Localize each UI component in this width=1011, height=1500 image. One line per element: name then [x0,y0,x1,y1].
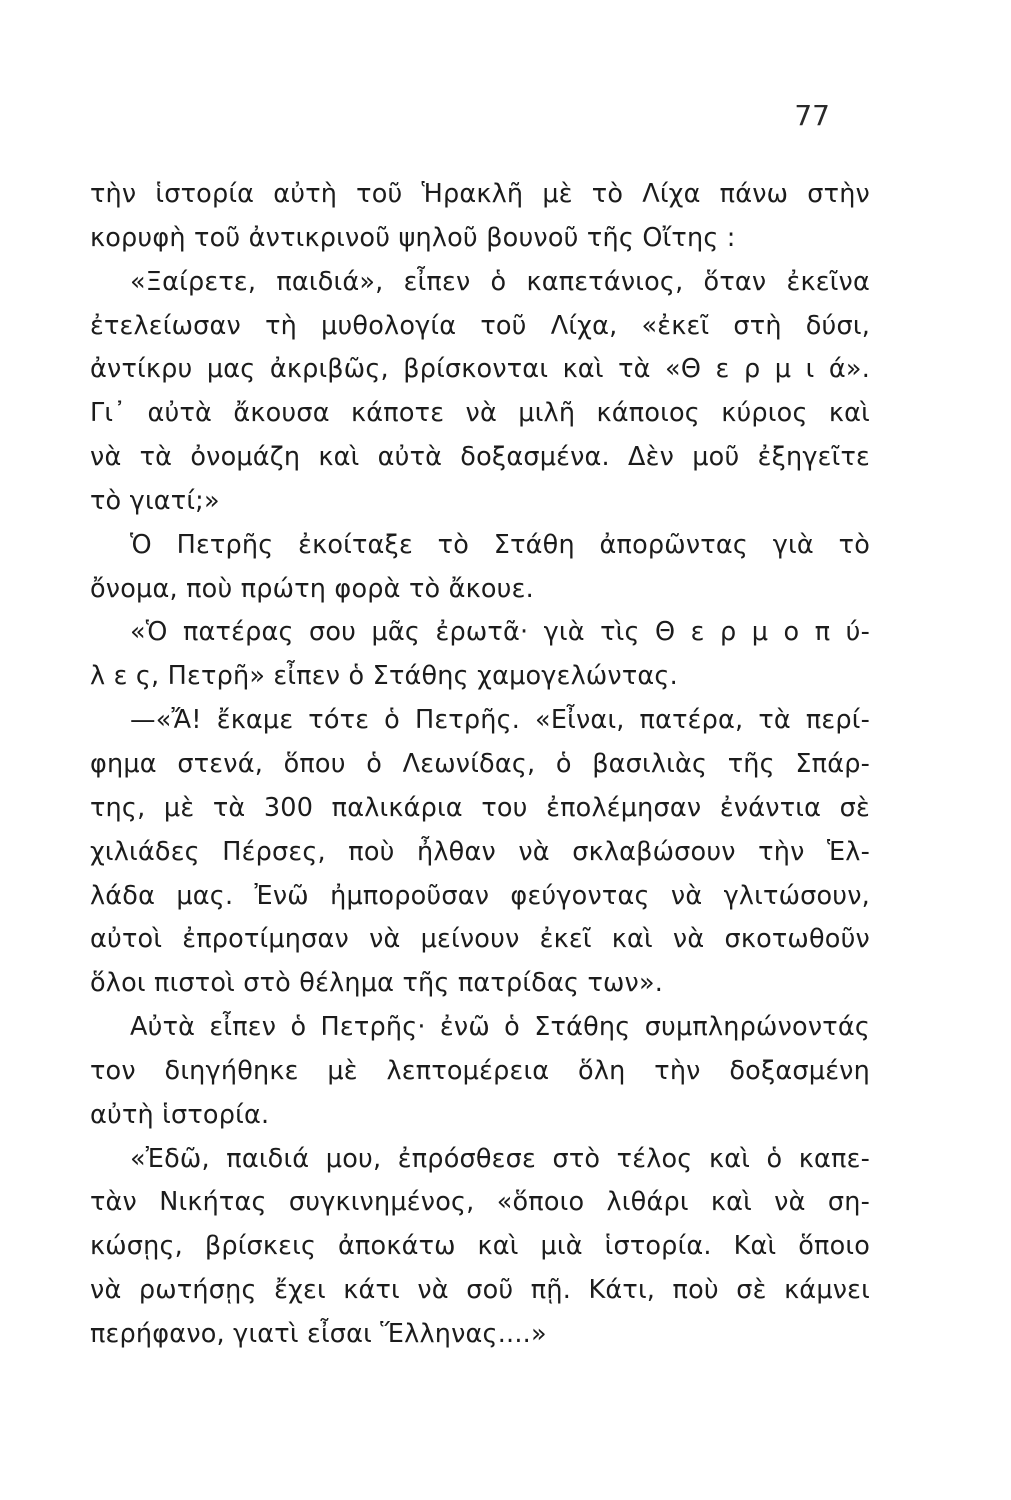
text-line: τὴν ἱστορία αὐτὴ τοῦ Ἡρακλῆ μὲ τὸ Λίχα πάνω στὴν [90,179,870,209]
page-text [90,173,870,1357]
text-line: νὰ ρωτήσῃς ἔχει κάτι νὰ σοῦ πῇ. Κάτι, ποὺ σὲ κάμνει [90,1275,870,1306]
text-line: —«Ἄ! ἔκαμε τότε ὁ Πετρῆς. «Εἶναι, πατέρα, τὰ περί- [130,705,870,736]
text-line: «Ξαίρετε, παιδιά», εἶπεν ὁ καπετάνιος, ὅταν ἐκεῖνα [130,266,870,297]
text-line: τὸ γιατί;» [90,485,220,516]
text-line: Αὐτὰ εἶπεν ὁ Πετρῆς· ἐνῶ ὁ Στάθης συμπληρώνοντάς [130,1012,870,1043]
text-line: «Ὁ πατέρας σου μᾶς ἐρωτᾶ· γιὰ τὶς Θ ε ρ μ ο π ύ- [130,617,870,648]
text-line: τον διηγήθηκε μὲ λεπτομέρεια ὅλη τὴν δοξασμένη [90,1055,870,1086]
text-line: της, μὲ τὰ 300 παλικάρια του ἐπολέμησαν ἐνάντια σὲ [90,792,870,823]
text-line: τὰν Νικήτας συγκινημένος, «ὅποιο λιθάρι καὶ νὰ ση- [90,1187,870,1218]
page-number: 77 [794,99,830,132]
text-line: αὐτοὶ ἐπροτίμησαν νὰ μείνουν ἐκεῖ καὶ νὰ σκοτωθοῦν [90,924,870,955]
text-line: ὅλοι πιστοὶ στὸ θέλημα τῆς πατρίδας των». [90,968,664,999]
text-line: κορυφὴ τοῦ ἀντικρινοῦ ψηλοῦ βουνοῦ τῆς Οἴτης : [90,222,736,253]
text-line: χιλιάδες Πέρσες, ποὺ ἦλθαν νὰ σκλαβώσουν τὴν Ἑλ- [90,836,870,867]
text-line: περήφανο, γιατὶ εἶσαι Ἕλληνας....» [90,1318,547,1349]
text-line: φημα στενά, ὅπου ὁ Λεωνίδας, ὁ βασιλιὰς τῆς Σπάρ- [90,748,870,779]
text-line: ὄνομα, ποὺ πρώτη φορὰ τὸ ἄκουε. [90,573,534,604]
text-line: «Ἐδῶ, παιδιά μου, ἐπρόσθεσε στὸ τέλος καὶ ὁ καπε- [130,1143,870,1174]
text-line: νὰ τὰ ὀνομάζη καὶ αὐτὰ δοξασμένα. Δὲν μοῦ ἐξηγεῖτε [90,442,870,473]
text-line: Γι᾽ αὐτὰ ἄκουσα κάποτε νὰ μιλῆ κάποιος κύριος καὶ [90,398,870,429]
text-line: Ὁ Πετρῆς ἐκοίταξε τὸ Στάθη ἀπορῶντας γιὰ τὸ [130,529,870,560]
text-line: λάδα μας. Ἐνῶ ἠμποροῦσαν φεύγοντας νὰ γλιτώσουν, [90,880,870,911]
text-line: κώσῃς, βρίσκεις ἀποκάτω καὶ μιὰ ἱστορία. Καὶ ὅποιο [90,1231,870,1262]
text-line: ἀντίκρυ μας ἀκριβῶς, βρίσκονται καὶ τὰ «Θ ε ρ μ ι ά». [90,354,870,385]
text-line: λ ε ς, Πετρῆ» εἶπεν ὁ Στάθης χαμογελώντας. [90,661,678,692]
text-line: αὐτὴ ἱστορία. [90,1099,270,1130]
text-line: ἐτελείωσαν τὴ μυθολογία τοῦ Λίχα, «ἐκεῖ στὴ δύσι, [90,310,870,341]
